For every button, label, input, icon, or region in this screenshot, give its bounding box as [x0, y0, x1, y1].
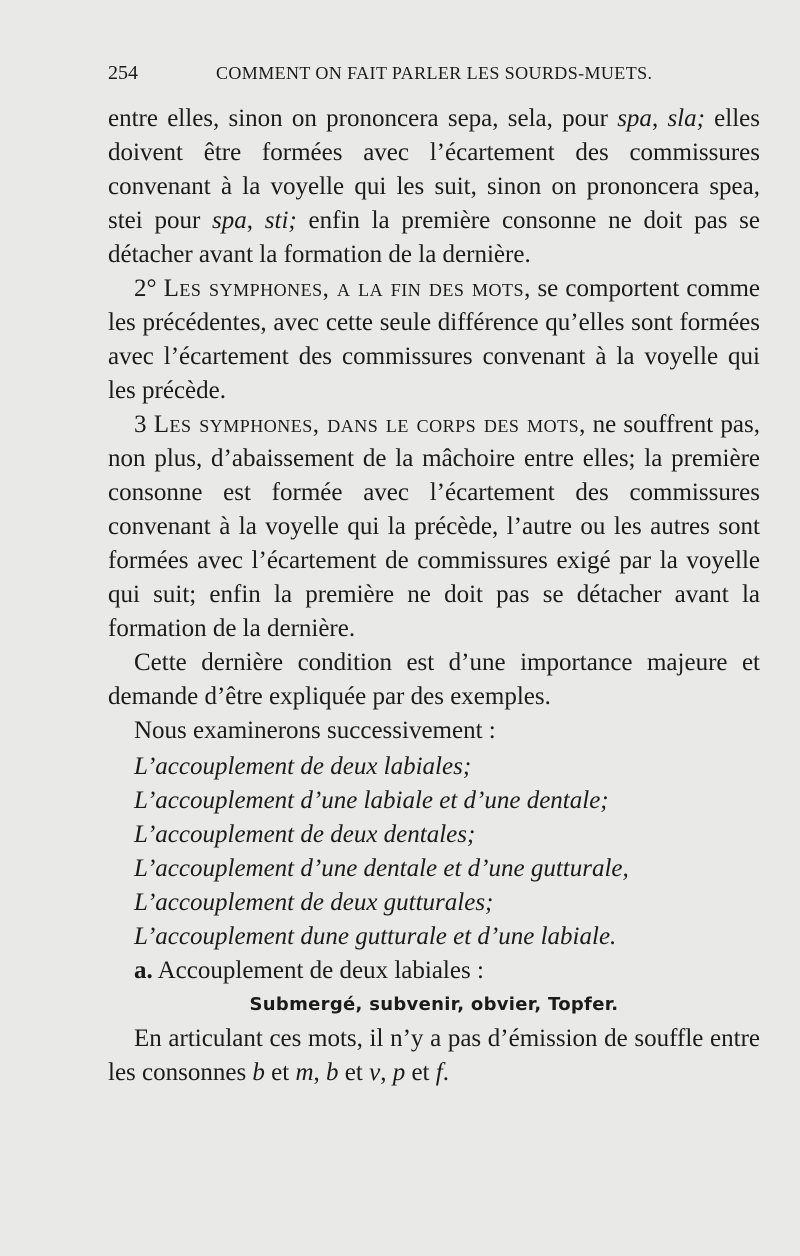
list-item: L’accouplement d’une labiale et d’une dentale;: [134, 787, 609, 814]
page-number: 254: [108, 62, 138, 84]
text-run: elles doivent être formées avec l’écartement des commissures convenant à la voyelle qui les suit, sinon on prononcera spea, stei pour: [108, 105, 760, 234]
accouplement-list: [108, 750, 760, 954]
text-run: enfin la première consonne ne doit pas se détacher avant la formation de la dernière.: [108, 207, 760, 268]
paragraph-articulation: [108, 1022, 760, 1090]
italic-run: f: [435, 1059, 443, 1086]
italic-run: sti;: [264, 207, 297, 234]
text-run: ,: [313, 1059, 327, 1086]
text-run: ,: [651, 105, 668, 132]
text-run: ,: [380, 1059, 393, 1086]
italic-run: spa: [617, 105, 652, 132]
list-item: L’accouplement d’une dentale et d’une gutturale,: [134, 855, 629, 882]
paragraph-final-symphones: [108, 272, 760, 408]
paragraph-continuation: [108, 102, 760, 272]
italic-run: sla;: [667, 105, 705, 132]
subsection-letter: a.: [134, 957, 153, 984]
paragraph-condition: Cette dernière condition est d’une importance majeure et demande d’être expliquée par des exemples.: [108, 649, 760, 710]
subsection-title: Accouplement de deux labiales :: [152, 957, 484, 984]
italic-run: spa: [212, 207, 247, 234]
text-run: En articulant ces mots, il n’y a pas d’émission de souffle entre les consonnes: [108, 1025, 760, 1086]
text-run: ,: [246, 207, 265, 234]
list-item: L’accouplement de deux dentales;: [134, 821, 476, 848]
subsection-heading: [108, 954, 760, 988]
list-item: L’accouplement de deux gutturales;: [134, 889, 494, 916]
paragraph-medial-symphones: [108, 408, 760, 646]
page-body: [108, 102, 760, 1090]
text-run: , ne souffrent pas, non plus, d’abaissement de la mâchoire entre elles; la première consonne est formée avec l’écartement des commissures convenant à la voyelle qui la précède, l’autre ou les autres sont formées avec l’écartement de commissures exigé par la voyelle qui suit; enfin la première ne doit pas se détacher avant la formation de la dernière.: [108, 411, 760, 642]
example-words: Submergé, subvenir, obvier, Topfer.: [249, 994, 619, 1015]
italic-run: b: [252, 1059, 265, 1086]
paragraph-intro-list: Nous examinerons successivement :: [134, 717, 496, 744]
italic-run: p: [392, 1059, 406, 1086]
text-run: et: [264, 1059, 296, 1086]
list-item: L’accouplement dune gutturale et d’une labiale.: [134, 923, 617, 950]
running-title: COMMENT ON FAIT PARLER LES SOURDS-MUETS.: [216, 63, 653, 83]
italic-run: b: [326, 1059, 339, 1086]
list-item: L’accouplement de deux labiales;: [134, 753, 472, 780]
text-run: et: [405, 1059, 436, 1086]
paragraph-number: 3: [134, 411, 154, 438]
text-run: et: [338, 1059, 370, 1086]
text-run: entre elles, sinon on prononcera sepa, sela, pour: [108, 105, 618, 132]
italic-run: v: [369, 1059, 381, 1086]
text-run: .: [442, 1059, 449, 1086]
section-heading: Les symphones, a la fin des mots: [163, 275, 525, 302]
section-heading: Les symphones, dans le corps des mots: [153, 411, 580, 438]
running-header: [108, 62, 758, 85]
paragraph-number: 2°: [134, 275, 164, 302]
text-run: , se comportent comme les précédentes, avec cette seule différence qu’elles sont formées avec l’écartement des commissures convenant à la voyelle qui les précède.: [108, 275, 760, 404]
italic-run: m: [295, 1059, 314, 1086]
